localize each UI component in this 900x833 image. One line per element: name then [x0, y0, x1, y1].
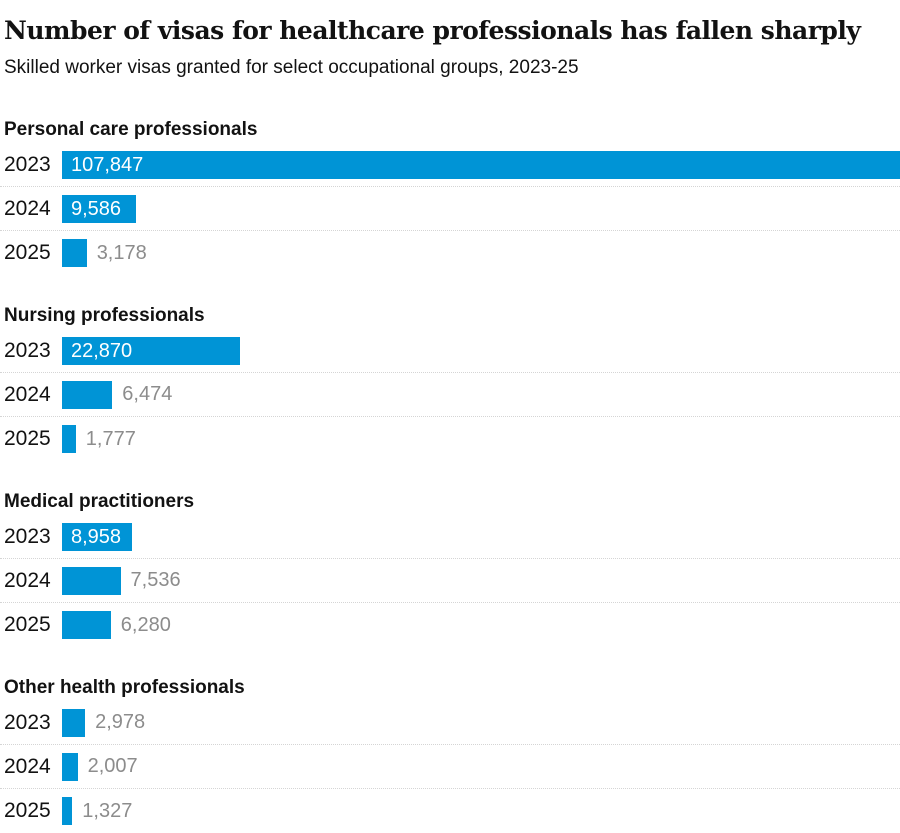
- year-label: 2024: [4, 382, 51, 406]
- chart-subtitle: Skilled worker visas granted for select occupational groups, 2023-25: [4, 57, 579, 78]
- value-label: 9,586: [71, 197, 122, 220]
- bar-track: [62, 425, 900, 453]
- bar-track: [62, 381, 900, 409]
- year-label: 2023: [4, 524, 51, 548]
- year-label: 2023: [4, 710, 51, 734]
- bar: [62, 239, 87, 267]
- bar-group-medical: [0, 491, 900, 647]
- bar: [62, 611, 111, 639]
- bar-track: [62, 151, 900, 179]
- bar-track: [62, 753, 900, 781]
- bar-track: [62, 797, 900, 825]
- value-label: 1,327: [82, 799, 133, 822]
- bar-chart: [0, 119, 900, 833]
- bar-row: [0, 417, 900, 461]
- value-label: 2,978: [95, 711, 146, 733]
- bar-row: [0, 143, 900, 187]
- bar: [62, 425, 76, 453]
- value-label: 7,536: [130, 569, 181, 591]
- bar-row: [0, 559, 900, 603]
- year-label: 2024: [4, 754, 51, 778]
- value-label: 6,280: [120, 613, 171, 636]
- bar: [62, 151, 900, 179]
- group-title: Medical practitioners: [4, 491, 195, 512]
- bar: [62, 567, 121, 595]
- bar-row: [0, 745, 900, 789]
- value-label: 3,178: [96, 241, 147, 264]
- bar: [62, 381, 112, 409]
- value-label: 22,870: [71, 339, 133, 362]
- bar-row: [0, 515, 900, 559]
- bar-track: [62, 337, 900, 365]
- chart-title: Number of visas for healthcare professionals has fallen sharply: [4, 16, 861, 45]
- bar: [62, 797, 72, 825]
- bar-row: [0, 231, 900, 275]
- bar-group-personal-care: [0, 119, 900, 275]
- value-label: 107,847: [71, 153, 144, 176]
- bar-row: [0, 373, 900, 417]
- bar-group-nursing: [0, 305, 900, 461]
- bar-row: [0, 701, 900, 745]
- year-label: 2025: [4, 241, 51, 264]
- bar-track: [62, 611, 900, 639]
- bar-track: [62, 239, 900, 267]
- bar-track: [62, 709, 900, 737]
- year-label: 2025: [4, 427, 51, 450]
- year-label: 2023: [4, 338, 51, 362]
- bar-track: [62, 567, 900, 595]
- bar: [62, 709, 85, 737]
- year-label: 2024: [4, 568, 51, 592]
- year-label: 2025: [4, 799, 51, 822]
- bar: [62, 753, 78, 781]
- year-label: 2025: [4, 613, 51, 636]
- bar-track: [62, 523, 900, 551]
- bar-row: [0, 329, 900, 373]
- value-label: 8,958: [71, 525, 122, 548]
- group-title: Nursing professionals: [4, 305, 205, 326]
- year-label: 2024: [4, 196, 51, 220]
- value-label: 2,007: [87, 755, 138, 777]
- bar-track: [62, 195, 900, 223]
- bar-row: [0, 187, 900, 231]
- bar-row: [0, 603, 900, 647]
- bar-group-other-health: [0, 677, 900, 833]
- year-label: 2023: [4, 152, 51, 176]
- group-title: Other health professionals: [4, 677, 245, 698]
- group-title: Personal care professionals: [4, 119, 258, 140]
- bar-row: [0, 789, 900, 833]
- value-label: 1,777: [85, 427, 136, 450]
- value-label: 6,474: [122, 383, 173, 405]
